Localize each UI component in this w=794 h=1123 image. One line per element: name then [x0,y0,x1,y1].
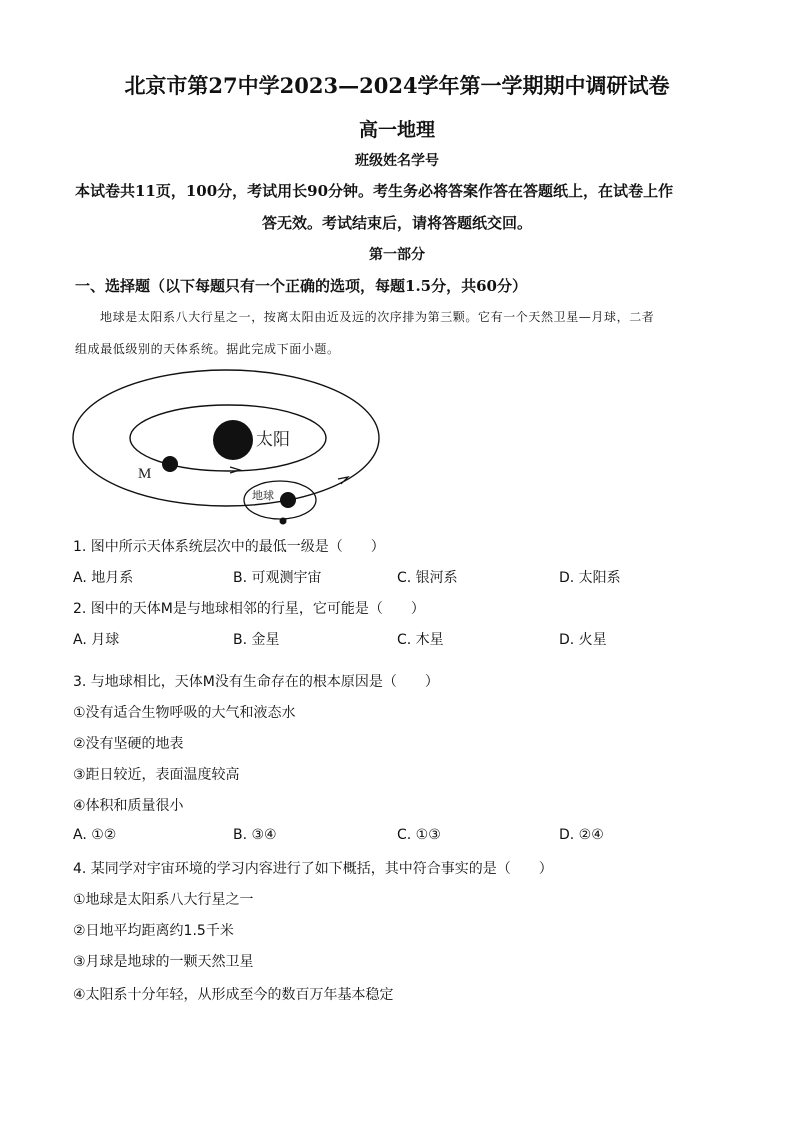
class-name-id-line: 班级姓名学号 [355,153,439,169]
solar-system-figure [68,355,388,530]
question-4-item-2: ②日地平均距离约1.5千米 [73,923,234,939]
question-3-stem: 3. 与地球相比，天体M没有生命存在的根本原因是（ ） [73,674,439,690]
question-3-item-1: ①没有适合生物呼吸的大气和液态水 [73,705,296,721]
question-3-option-a: A. ①② [73,827,117,843]
question-2-option-d: D. 火星 [559,632,607,648]
exam-title: 北京市第27中学2023—2024学年第一学期期中调研试卷 [124,73,670,98]
planet-m-label: M [138,466,152,482]
part-heading: 第一部分 [369,247,425,263]
question-3-item-2: ②没有坚硬的地表 [73,736,184,752]
exam-notice-line-2: 答无效。考试结束后，请将答题纸交回。 [261,214,532,232]
earth-label: 地球 [252,490,274,502]
sun [213,420,253,460]
question-3-option-c: C. ①③ [397,827,441,843]
planet-m [162,456,178,472]
question-4-item-1: ①地球是太阳系八大行星之一 [73,892,254,908]
question-3-option-d: D. ②④ [559,827,604,843]
question-3-item-4: ④体积和质量很小 [73,798,184,814]
moon [280,518,287,525]
question-2-option-a: A. 月球 [73,632,120,648]
intro-line-1: 地球是太阳系八大行星之一，按离太阳由近及远的次序排为第三颗。它有一个天然卫星—月球，二者 [100,310,655,324]
intro-line-2: 组成最低级别的天体系统。据此完成下面小题。 [75,342,340,356]
exam-notice-line-1: 本试卷共11页，100分，考试用长90分钟。考生务必将答案作答在答题纸上，在试卷上作 [75,182,674,200]
question-1-option-c: C. 银河系 [397,570,458,586]
question-1-option-a: A. 地月系 [73,570,134,586]
question-2-stem: 2. 图中的天体M是与地球相邻的行星，它可能是（ ） [73,601,425,617]
question-4-item-3: ③月球是地球的一颗天然卫星 [73,954,254,970]
question-2-option-b: B. 金星 [233,632,280,648]
earth [280,492,296,508]
question-1-option-d: D. 太阳系 [559,570,621,586]
question-1-stem: 1. 图中所示天体系统层次中的最低一级是（ ） [73,539,385,555]
question-2-option-c: C. 木星 [397,632,444,648]
question-1-option-b: B. 可观测宇宙 [233,570,322,586]
section-heading: 一、选择题（以下每题只有一个正确的选项，每题1.5分，共60分） [75,277,527,295]
question-3-option-b: B. ③④ [233,827,277,843]
inner-orbit-arrow [230,467,240,473]
subject-title: 高一地理 [358,119,435,141]
sun-label: 太阳 [256,430,290,449]
question-4-stem: 4. 某同学对宇宙环境的学习内容进行了如下概括，其中符合事实的是（ ） [73,861,553,877]
question-3-item-3: ③距日较近，表面温度较高 [73,767,240,783]
question-4-item-4: ④太阳系十分年轻，从形成至今的数百万年基本稳定 [73,987,394,1003]
